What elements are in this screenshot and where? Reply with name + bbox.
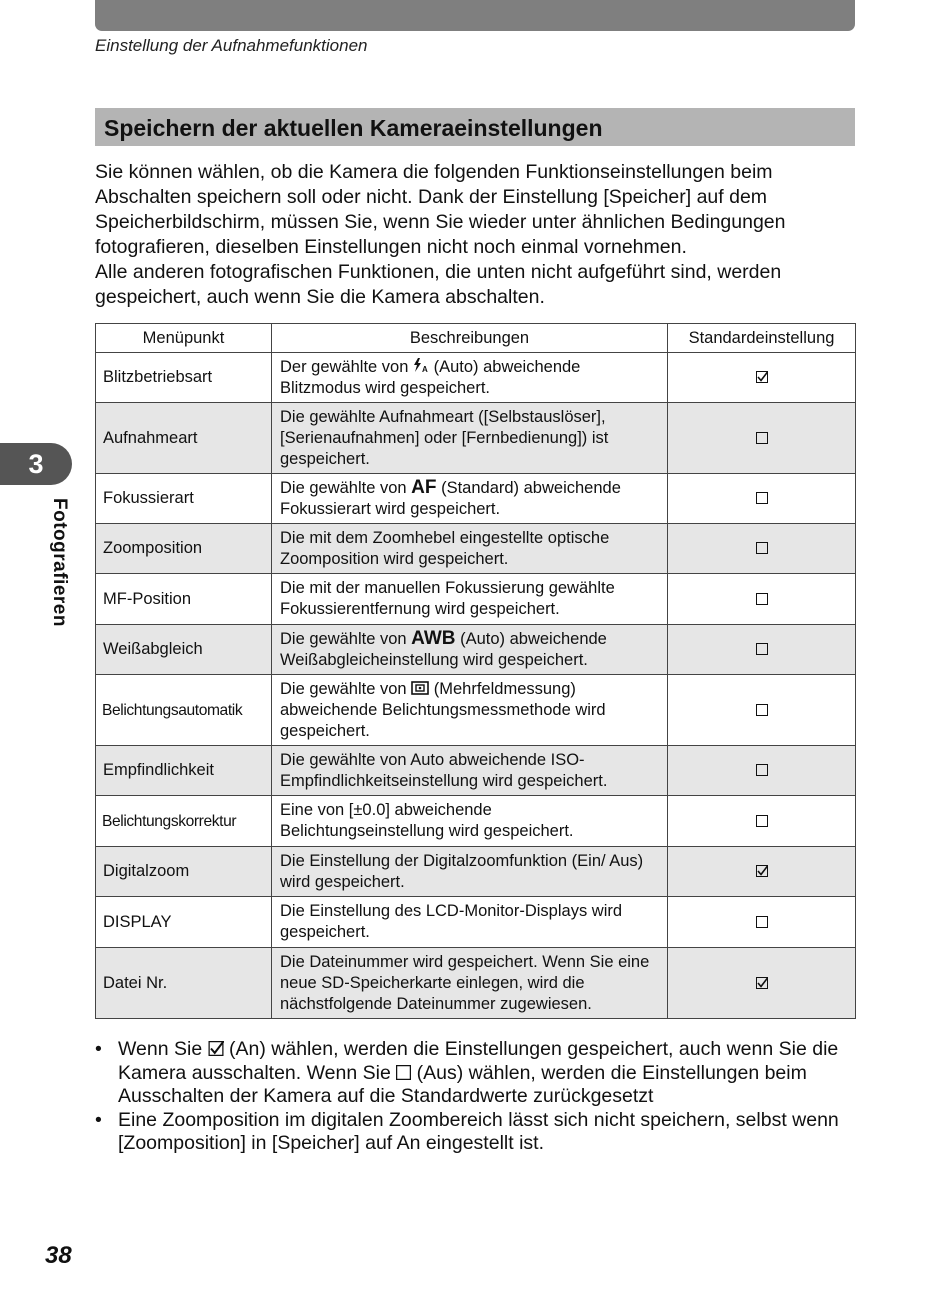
multi-segment-metering-icon	[411, 681, 429, 695]
row-description: Die Dateinummer wird gespeichert. Wenn Sie eine neue SD-Speicherkarte einlegen, wird die nächstfolgende Dateinummer zugewiesen.	[272, 948, 668, 1019]
header-default: Standardeinstellung	[668, 324, 856, 353]
table-row	[96, 675, 856, 746]
table-header-row	[96, 324, 856, 353]
row-item: Belichtungskorrektur	[96, 796, 272, 847]
row-item: Belichtungsautomatik	[96, 675, 272, 746]
note-text: (An) wählen, werden die Einstellungen gespeichert, auch wenn Sie die Kamera ausschalten. Wenn Sie	[118, 1038, 839, 1084]
description-text: (Auto) abweichende Weißabgleicheinstellung wird gespeichert.	[280, 630, 607, 669]
settings-table	[95, 323, 856, 1019]
row-description	[272, 675, 668, 746]
intro-text	[95, 160, 855, 311]
table-row	[96, 847, 856, 897]
row-item: Zoomposition	[96, 524, 272, 574]
row-description	[272, 474, 668, 524]
page-number: 38	[45, 1242, 72, 1269]
row-item: Weißabgleich	[96, 625, 272, 675]
table-row	[96, 474, 856, 524]
description-text: Die gewählte von	[280, 630, 412, 648]
row-item: Blitzbetriebsart	[96, 353, 272, 403]
default-off-icon	[668, 524, 856, 574]
description-text: Die gewählte von	[280, 479, 412, 497]
table-row	[96, 403, 856, 474]
default-on-icon	[668, 353, 856, 403]
note-item	[95, 1038, 865, 1109]
row-item: Digitalzoom	[96, 847, 272, 897]
running-head: Einstellung der Aufnahmefunktionen	[95, 36, 368, 55]
row-item: MF-Position	[96, 574, 272, 625]
row-description: Die gewählte von Auto abweichende ISO-Empfindlichkeitseinstellung wird gespeichert.	[272, 746, 668, 796]
note-item	[95, 1109, 865, 1156]
checkbox-off-icon	[396, 1065, 411, 1080]
row-description: Die mit dem Zoomhebel eingestellte optische Zoomposition wird gespeichert.	[272, 524, 668, 574]
note-text: (Aus) wählen, werden die Einstellungen beim Ausschalten der Kamera auf die Standardwerte zurückgesetzt	[118, 1061, 807, 1107]
chapter-label: Fotografieren	[49, 498, 70, 627]
default-off-icon	[668, 746, 856, 796]
description-text: Die gewählte von	[280, 679, 412, 698]
header-item: Menüpunkt	[96, 324, 272, 353]
default-off-icon	[668, 474, 856, 524]
default-on-icon	[668, 948, 856, 1019]
row-description	[272, 625, 668, 675]
af-symbol: AF	[411, 477, 437, 498]
intro-paragraph-2: Alle anderen fotografischen Funktionen, die unten nicht aufgeführt sind, werden gespeichert, auch wenn Sie die Kamera abschalten.	[95, 261, 782, 309]
header-description: Beschreibungen	[272, 324, 668, 353]
row-description: Die mit der manuellen Fokussierung gewählte Fokussierentfernung wird gespeichert.	[272, 574, 668, 625]
row-description: Eine von [±0.0] abweichende Belichtungseinstellung wird gespeichert.	[272, 796, 668, 847]
note-text: Eine Zoomposition im digitalen Zoombereich lässt sich nicht speichern, selbst wenn [Zoomposition] in [Speicher] auf An eingestellt ist.	[118, 1108, 839, 1154]
description-text: (Mehrfeldmessung) abweichende Belichtungsmessmethode wird gespeichert.	[280, 679, 606, 740]
row-item: Fokussierart	[96, 474, 272, 524]
row-item: Datei Nr.	[96, 948, 272, 1019]
svg-text:A: A	[422, 364, 428, 373]
default-on-icon	[668, 847, 856, 897]
bullet: •	[95, 1108, 102, 1131]
row-description: Die Einstellung des LCD-Monitor-Displays wird gespeichert.	[272, 897, 668, 948]
row-description: Die gewählte Aufnahmeart ([Selbstauslöser], [Serienaufnahmen] oder [Fernbedienung]) ist gespeichert.	[272, 403, 668, 474]
description-text: Der gewählte von	[280, 357, 413, 376]
row-item: Empfindlichkeit	[96, 746, 272, 796]
table-row	[96, 897, 856, 948]
table-row	[96, 353, 856, 403]
table-row	[96, 948, 856, 1019]
row-item: Aufnahmeart	[96, 403, 272, 474]
description-text: (Standard) abweichende Fokussierart wird gespeichert.	[280, 479, 621, 518]
default-off-icon	[668, 675, 856, 746]
default-off-icon	[668, 574, 856, 625]
default-off-icon	[668, 403, 856, 474]
note-text: Wenn Sie	[118, 1038, 208, 1060]
table-row	[96, 625, 856, 675]
table-row	[96, 796, 856, 847]
table-row	[96, 524, 856, 574]
intro-paragraph-1: Sie können wählen, ob die Kamera die folgenden Funktionseinstellungen beim Abschalten speichern soll oder nicht. Dank der Einstellung [Speicher] auf dem Speicherbildschirm, müssen Sie, wenn Sie wieder unter ähnlichen Bedingungen fotografieren, dieselben Einstellungen nicht noch einmal vornehmen.	[95, 161, 786, 259]
default-off-icon	[668, 796, 856, 847]
checkbox-on-icon	[208, 1041, 224, 1056]
chapter-tab: 3	[0, 443, 72, 485]
default-off-icon	[668, 897, 856, 948]
row-description: Die Einstellung der Digitalzoomfunktion (Ein/ Aus) wird gespeichert.	[272, 847, 668, 897]
default-off-icon	[668, 625, 856, 675]
flash-auto-icon	[413, 358, 429, 373]
table-row	[96, 746, 856, 796]
table-row	[96, 574, 856, 625]
notes-list	[95, 1038, 865, 1156]
header-bar	[95, 0, 855, 31]
bullet: •	[95, 1038, 102, 1060]
row-description	[272, 353, 668, 403]
section-title: Speichern der aktuellen Kameraeinstellungen	[95, 108, 855, 146]
awb-symbol: AWB	[411, 628, 456, 649]
row-item: DISPLAY	[96, 897, 272, 948]
description-text: (Auto) abweichende Blitzmodus wird gespeichert.	[280, 357, 581, 397]
